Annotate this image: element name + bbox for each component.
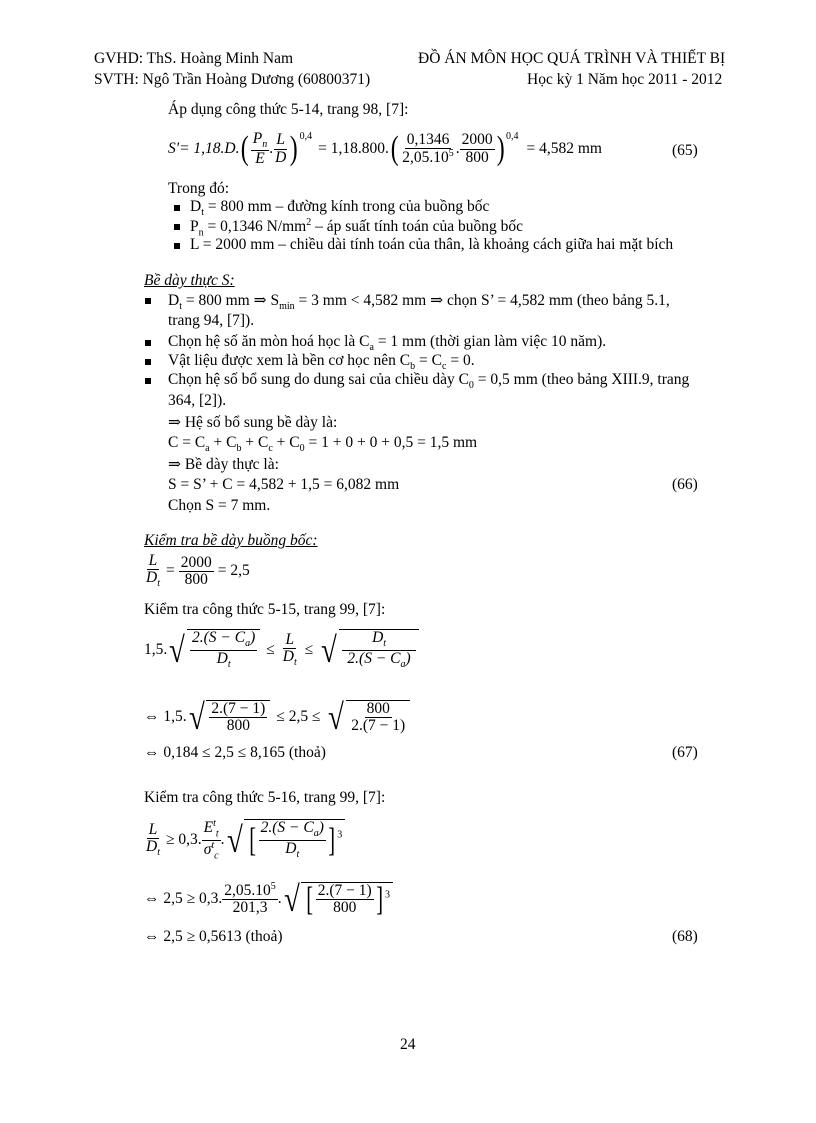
sec1-line-4: S = S’ + C = 4,582 + 1,5 = 6,082 mm [168,476,400,493]
header-left-1: GVHD: ThS. Hoàng Minh Nam [94,50,294,67]
where-item-2: $P_n = 0,1346$ $N/mm^2$ – áp suất tính toán của buồng bốc [190,217,524,239]
header-right-1: ĐỒ ÁN MÔN HỌC QUÁ TRÌNH VÀ THIẾT BỊ [418,50,726,67]
eq67-number: (67) [672,744,698,761]
eq66-number: (66) [672,476,698,493]
sec1-line-2: $C = C_a + C_b + C_c + C_0 = 1 + 0 + 0 + 0,5 = 1,5$ mm [168,434,478,455]
bullet-icon [145,298,151,304]
sec1-line-1: ⇒ Hệ số bổ sung bề dày là: [168,414,338,431]
check1-result: ⇔ 0,184 ≤ 2,5 ≤ 8,165 (thoả) [144,744,326,761]
sec1-item-1-cont: trang 94, [7]). [168,312,255,329]
check2-substitution: ⇔ 2,5 ≥ 0,3. $\frac{2,05.10^5}{201,3}$ . √ [ $\frac{2.(7 - 1)}{800}$ ] $^3$ [144,874,393,924]
check2-result: ⇔ 2,5 ≥ 0,5613 (thoả) [144,928,283,945]
check2-formula: $\frac{L}{D_t}$ ≥ 0,3. $\frac{E^t_t}{\sigma^t_c}$ . √ [ $\frac{2.(S - C_a)}{D_t}$ ] $^3$ [144,812,345,868]
bullet-icon [174,224,180,230]
check1-formula: 1,5. √ $\frac{2.(S - C_a)}{D_t}$ ≤ $\frac{L}{D_t}$ ≤ √ $\frac{D_t}{2.(S - C_a)}$ [144,622,419,678]
where-item-3: L = 2000 mm – chiều dài tính toán của thân, là khoảng cách giữa hai mặt bích [190,236,674,253]
check1-intro: Kiểm tra công thức 5-15, trang 99, [7]: [144,601,386,618]
eq68-number: (68) [672,928,698,945]
header-right-2: Học kỳ 1 Năm học 2011 - 2012 [527,71,723,88]
sec1-item-3: Vật liệu được xem là bền cơ học nên $C_b = C_c = 0$. [168,352,475,373]
eq65-lhs: S'= 1,18.D. [168,140,240,157]
bullet-icon [145,359,151,365]
sec1-line-3: ⇒ Bề dày thực là: [168,456,279,473]
check1-substitution: ⇔ 1,5. √ $\frac{2.(7 - 1)}{800}$ ≤ 2,5 ≤ √ $\frac{800}{2.(7 - 1)}$ [144,694,410,740]
bullet-icon [174,243,180,249]
where-label: Trong đó: [168,180,230,197]
eq65-number: (65) [672,142,698,159]
sec1-line-5: Chọn S = 7 mm. [168,497,271,514]
check2-intro: Kiểm tra công thức 5-16, trang 99, [7]: [144,789,386,806]
intro-text: Áp dụng công thức 5-14, trang 98, [7]: [168,101,409,118]
where-item-1: $D_t = 800$ mm – đường kính trong của buồng bốc [190,198,490,219]
sec1-item-1: $D_t = 800$ mm ⇒ $S_{min} = 3$ mm < 4,582 mm ⇒ chọn S’ = 4,582 mm (theo bảng 5.1, [168,292,670,313]
equation-65: S'= 1,18.D. ( $\frac{P_n}{E}$ . $\frac{L}{D}$ ) $^{0,4}$ = 1,18.800. ( $\frac{0,1346}{2,05.10^5}$ . $\frac{2000}{800}$ ) $^{0,4}$ = 4,582 mm [168,129,602,168]
section-title-check: Kiểm tra bề dày buồng bốc: [144,532,318,549]
section-title-thickness: Bề dày thực S: [144,272,235,289]
sec1-item-2: Chọn hệ số ăn mòn hoá học là $C_a = 1$ mm (thời gian làm việc 10 năm). [168,333,607,354]
sec1-item-4: Chọn hệ số bổ sung do dung sai của chiều dày $C_0 = 0,5$ mm (theo bảng XIII.9, trang [168,371,690,392]
header-left-2: SVTH: Ngô Trần Hoàng Dương (60800371) [94,71,371,88]
bullet-icon [174,205,180,211]
bullet-icon [145,378,151,384]
sec1-item-4-cont: 364, [2]). [168,392,227,409]
bullet-icon [145,340,151,346]
page-number: 24 [400,1036,416,1053]
ratio-equation: $\frac{L}{D_t}$ = $\frac{2000}{800}$ = 2,5 [146,552,250,590]
